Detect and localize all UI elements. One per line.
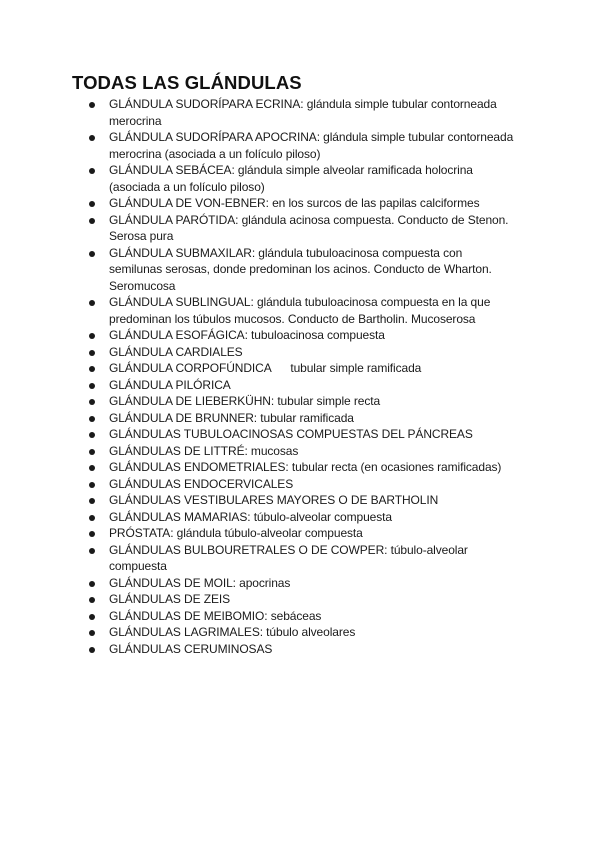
page-title: TODAS LAS GLÁNDULAS <box>72 72 302 93</box>
bullet-icon <box>89 515 95 521</box>
list-item-text: GLÁNDULA SUDORÍPARA APOCRINA: glándula simple tubular contorneada merocrina (asociada a un folículo piloso) <box>109 130 514 161</box>
list-item <box>0 212 560 245</box>
list-item-text: GLÁNDULA DE LIEBERKÜHN: tubular simple recta <box>109 394 381 408</box>
bullet-icon <box>89 102 95 108</box>
bullet-icon <box>89 350 95 356</box>
bullet-icon <box>89 416 95 422</box>
bullet-icon <box>89 548 95 554</box>
list-item <box>0 377 560 394</box>
bullet-icon <box>89 135 95 141</box>
list-item-text: GLÁNDULA SEBÁCEA: glándula simple alveolar ramificada holocrina (asociada a un folículo piloso) <box>109 163 473 194</box>
bullet-icon <box>89 614 95 620</box>
list-item-text: GLÁNDULA PARÓTIDA: glándula acinosa compuesta. Conducto de Stenon. Serosa pura <box>109 212 509 243</box>
list-item-text: GLÁNDULAS CERUMINOSAS <box>109 641 273 656</box>
list-item <box>0 96 560 129</box>
list-item-text: GLÁNDULAS DE ZEIS <box>109 592 231 606</box>
bullet-icon <box>89 498 95 504</box>
bullet-icon <box>89 432 95 438</box>
list-item <box>0 641 560 658</box>
list-item-text: GLÁNDULA SUBMAXILAR: glándula tubuloacinosa compuesta con semilunas serosas, donde predominan los acinos. Conducto de Wharton. Seromucosa <box>109 245 492 293</box>
list-item <box>0 344 560 361</box>
list-item <box>0 443 560 460</box>
list-item <box>0 525 560 542</box>
list-item-text: GLÁNDULAS LAGRIMALES: túbulo alveolares <box>109 625 356 639</box>
list-item-text: GLÁNDULA SUBLINGUAL: glándula tubuloacinosa compuesta en la que predominan los túbulos mucosos. Conducto de Bartholin. Mucoserosa <box>109 295 491 326</box>
bullet-icon <box>89 531 95 537</box>
list-item <box>0 327 560 344</box>
bullet-icon <box>89 482 95 488</box>
bullet-icon <box>89 333 95 339</box>
list-item-text: GLÁNDULA PILÓRICA <box>109 377 231 392</box>
bullet-icon <box>89 630 95 636</box>
list-item-text: GLÁNDULAS DE MEIBOMIO: sebáceas <box>109 608 322 623</box>
bullet-icon <box>89 383 95 389</box>
list-item <box>0 591 560 608</box>
bullet-icon <box>89 581 95 587</box>
list-item <box>0 608 560 625</box>
list-item <box>0 624 560 641</box>
list-item <box>0 410 560 427</box>
list-item-text: GLÁNDULA SUDORÍPARA ECRINA: glándula simple tubular contorneada merocrina <box>109 97 497 128</box>
list-item <box>0 459 560 476</box>
list-item-text: GLÁNDULAS ENDOCERVICALES <box>109 476 294 491</box>
list-item <box>0 426 560 443</box>
list-item <box>0 195 560 212</box>
bullet-icon <box>89 218 95 224</box>
list-item-text: GLÁNDULAS ENDOMETRIALES: tubular recta (en ocasiones ramificadas) <box>109 460 502 474</box>
list-item <box>0 492 560 509</box>
list-item-text: PRÓSTATA: glándula túbulo-alveolar compuesta <box>109 526 363 540</box>
bullet-icon <box>89 647 95 653</box>
bullet-icon <box>89 465 95 471</box>
list-item <box>0 476 560 493</box>
bullet-icon <box>89 251 95 257</box>
list-item-text: GLÁNDULA CARDIALES <box>109 344 243 359</box>
list-item <box>0 294 560 327</box>
bullet-icon <box>89 597 95 603</box>
list-item-text: GLÁNDULA DE BRUNNER: tubular ramificada <box>109 410 354 425</box>
bullet-icon <box>89 168 95 174</box>
gland-list <box>0 96 560 657</box>
list-item-text: GLÁNDULA ESOFÁGICA: tubuloacinosa compuesta <box>109 328 385 342</box>
list-item <box>0 129 560 162</box>
bullet-icon <box>89 399 95 405</box>
list-item-text: GLÁNDULAS DE LITTRÉ: mucosas <box>109 443 299 458</box>
list-item-text: GLÁNDULA DE VON-EBNER: en los surcos de las papilas calciformes <box>109 196 480 210</box>
list-item <box>0 393 560 410</box>
list-item <box>0 575 560 592</box>
list-item <box>0 245 560 295</box>
list-item-text: GLÁNDULA CORPOFÚNDICA tubular simple ramificada <box>109 361 422 375</box>
list-item-text: GLÁNDULAS BULBOURETRALES O DE COWPER: túbulo-alveolar compuesta <box>109 542 468 573</box>
list-item <box>0 542 560 575</box>
bullet-icon <box>89 366 95 372</box>
bullet-icon <box>89 449 95 455</box>
list-item-text: GLÁNDULAS MAMARIAS: túbulo-alveolar compuesta <box>109 509 392 524</box>
list-item <box>0 162 560 195</box>
list-item-text: GLÁNDULAS TUBULOACINOSAS COMPUESTAS DEL PÁNCREAS <box>109 427 473 441</box>
list-item-text: GLÁNDULAS DE MOIL: apocrinas <box>109 575 291 590</box>
list-item-text: GLÁNDULAS VESTIBULARES MAYORES O DE BARTHOLIN <box>109 493 439 507</box>
bullet-icon <box>89 300 95 306</box>
list-item <box>0 509 560 526</box>
bullet-icon <box>89 201 95 207</box>
list-item <box>0 360 560 377</box>
